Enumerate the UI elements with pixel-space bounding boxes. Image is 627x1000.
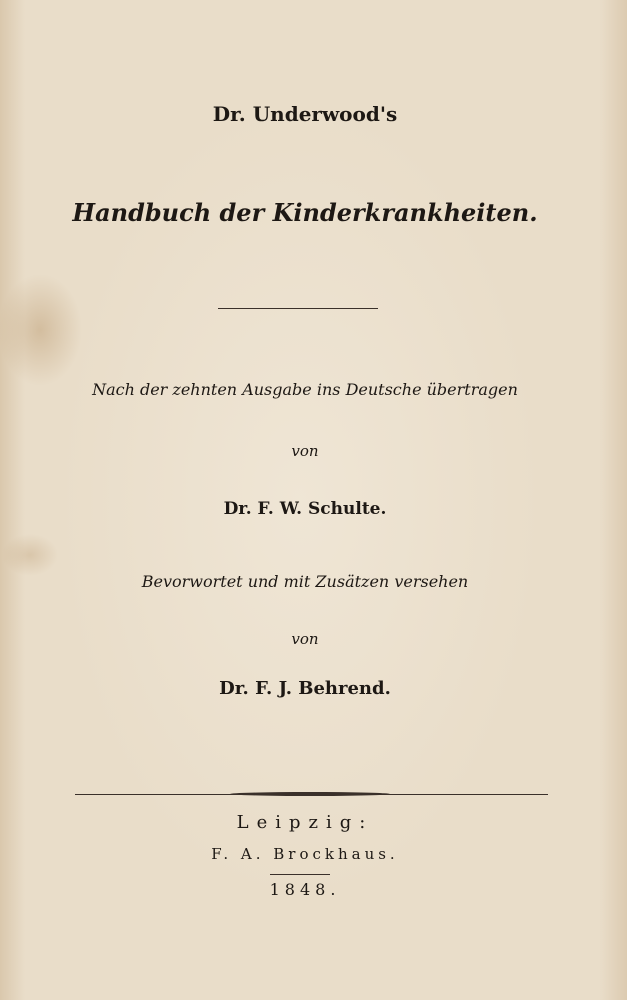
translator-name: Dr. F. W. Schulte. [223,499,387,519]
von-label: von [291,442,319,460]
place-of-publication: Leipzig: [236,812,374,833]
editor-name: Dr. F. J. Behrend. [219,678,391,699]
foreword-note: Bevorwortet und mit Zusätzen versehen [141,572,469,591]
translation-note: Nach der zehnten Ausgabe ins Deutsche übertragen [92,380,518,399]
publication-year: 1848. [269,880,341,899]
book-title: Handbuch der Kinderkrankheiten. [72,198,538,227]
short-divider [218,308,378,309]
publisher-divider [270,874,330,875]
von-label: von [291,630,319,648]
long-divider-swell [230,792,390,796]
author-line: Dr. Underwood's [212,102,398,126]
publisher: F. A. Brockhaus. [211,845,399,863]
